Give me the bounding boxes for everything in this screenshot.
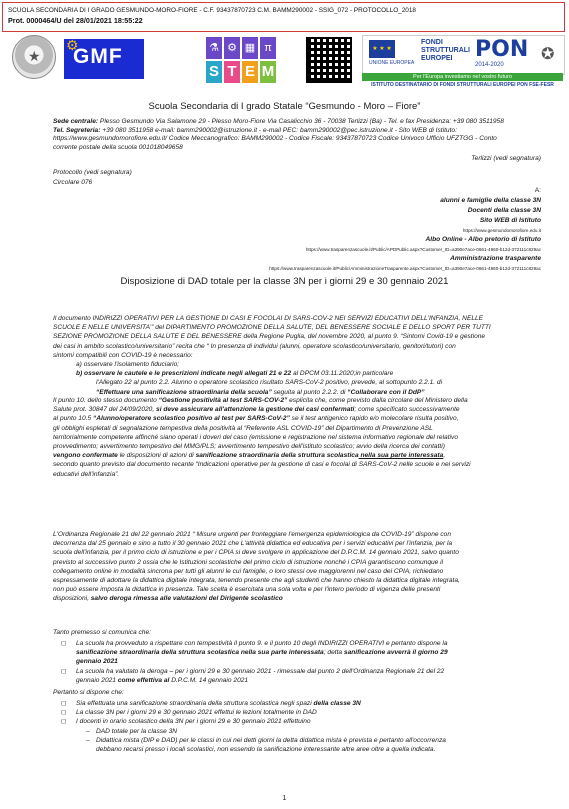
logo-strip <box>6 35 566 88</box>
pon-years: 2014-2020 <box>475 62 504 68</box>
bold-text: gennaio 2021 <box>76 658 118 666</box>
text-line: gli obblighi espletati di segnalazione tempestiva della positività al “Referente ASL COVID-19” del Dipartimento di Prevenzione ASL <box>53 424 433 432</box>
stamp-line-1: SCUOLA SECONDARIA DI I GRADO GESMUNDO-MORO-FIORE - C.F. 93437870723 C.M. BAMM290002 - SSIG_072 - PROTOCOLLO_2018 <box>8 7 416 14</box>
bold-text: “Collaborare con il DdP” <box>347 388 425 396</box>
pi-icon: π <box>260 37 276 59</box>
stamp-line-2: Prot. 0000464/U del 28/01/2021 18:55:22 <box>8 15 143 25</box>
stem-letter-t: T <box>224 61 240 83</box>
checkbox-square-icon: ◻ <box>61 640 67 647</box>
sede-text: Plesso Gesmundo Via Salamone 29 - Plesso Moro-Fiore Via Casalicchio 36 - 70038 Terlizzi (Ba) - Tel. e fax Presidenza: +39 080 3511958 <box>99 118 504 125</box>
text: seguita al punto 2.2.2. di <box>271 388 348 396</box>
protocol-stamp <box>2 2 565 32</box>
list-item <box>53 708 549 717</box>
list-item-a: a) osservare l'isolamento fiduciario; <box>76 361 180 369</box>
stem-logo <box>206 37 276 83</box>
text: DAD totale per la classe 3N <box>96 727 177 735</box>
text-line <box>53 405 549 414</box>
place-signature: Terlizzi (vedi segnatura) <box>471 155 541 162</box>
text: La classe 3N per i giorni 29 e 30 gennaio 2021 effettui le lezioni totalmente in DAD <box>76 709 317 717</box>
text-line <box>76 648 549 657</box>
cog-icon: ⚙ <box>224 37 240 59</box>
recipient-students: alunni e famiglie della classe 3N <box>440 197 541 204</box>
text: Il punto 10. dello stesso documento <box>53 397 159 404</box>
paragraph-punto-10 <box>53 396 549 479</box>
qr-code-icon <box>306 37 352 83</box>
recipients-block <box>269 186 541 273</box>
stem-letter-m: M <box>260 61 276 83</box>
fondi-label: FONDI STRUTTURALI EUROPEI <box>421 39 470 62</box>
school-name: Scuola Secondaria di I grado Statale “Gesmundo - Moro – Fiore” <box>148 101 421 112</box>
italian-republic-emblem-icon: ★ <box>12 35 56 79</box>
page-number: 1 <box>282 795 287 802</box>
bold-text: “Alunno/operatore scolastico positivo al test per SARS-CoV-2” <box>92 415 290 423</box>
eu-flag-icon: ★ ★ ★ <box>369 40 395 58</box>
text-line: educativi dell'infanzia”. <box>53 470 120 478</box>
underlined-text: nella sua parte interessata <box>358 452 444 460</box>
text-line: territorialmente competente affinché siano operati i doveri del caso (emissione e registrazione nel sistema informativo regionale del relativo <box>53 433 458 441</box>
text: le disposizioni di azioni di <box>117 452 196 460</box>
bold-text: della classe 3N <box>313 700 361 707</box>
pon-slogan: Per l'Europa investiamo nel vostro futuro <box>362 73 563 81</box>
text-line: decorrenza dal 25 gennaio e sino a tutto il 30 gennaio 2021 che L'attività didattica ed educativa per i servizi educativi per l'infanzia, per la <box>53 540 453 548</box>
bold-text: salvo deroga rimessa alle valutazioni del Dirigente scolastico <box>90 595 283 603</box>
bold-text: “Gestione positività al test SARS-COV-2” <box>158 397 288 404</box>
text: al punto 10.5 <box>53 415 93 423</box>
paragraph-indirizzi <box>53 314 549 397</box>
text: al DPCM 03.11.2020;in particolare <box>291 370 394 378</box>
trasparenza-link[interactable]: https://www.trasparenzascuole.it/Public/AmministrazioneTrasparente.aspx?Customer_ID=a390e7ace-0661-4960-b12d-372111c829ac <box>269 266 541 271</box>
school-contact-info <box>53 118 548 152</box>
text-line: debbano recarsi presso i locali scolastici, non essendo la sanificazione interessante altre aree oltre a quella indicata. <box>96 746 436 754</box>
dispone-list <box>53 699 549 754</box>
gmf-logo-text: GMF <box>73 45 123 68</box>
text-line: SCUOLE E NELLE UNIVERSITA’” del DIPARTIMENTO PROMOZIONE DELLA SALUTE, DEL BENESSERE SOCIALE E DELLO SPORT PER TUTTI <box>53 324 491 332</box>
sede-label: Sede centrale: <box>53 118 99 125</box>
stem-letter-e: E <box>242 61 258 83</box>
cc-line: corrente postale della scuola 001018049658 <box>53 143 183 151</box>
text-line: secondo quanto previsto dal documento recante “Indicazioni operative per la gestione di casi e focolai di SARS-CoV-2 nelle scuole e nei servizi <box>53 461 471 469</box>
text-line <box>76 676 549 685</box>
document-subject: Disposizione di DAD totale per la classe 3N per i giorni 29 e 30 gennaio 2021 <box>120 276 449 287</box>
text-line: dei casi in ambito scolastico/universitario” recita che “ In presenza di individui (alunni, operatore scolastico/universitario, genitori/tutori) con <box>53 342 456 350</box>
text-line: scuola dell'infanzia, per il primo ciclo di istruzione e per i CPIA si deve svolgere in applicazione del D.P.C.M. 14 gennaio 2021, salvo quanto <box>53 549 459 557</box>
premesso-label: Tanto premesso si comunica che: <box>53 629 151 636</box>
text-line: previsto al successivo punto 2 ossia che le Istituzioni scolastiche del primo ciclo di istruzione nonché i CPIA garantiscono comunque il <box>53 558 444 566</box>
text: , <box>443 452 446 460</box>
text-line: l'Allegato 22 al punto 2.2. Alunno o operatore scolastico risultato SARS-CoV-2 positivo, prevede, al sottopunto 2.2.1. di <box>96 379 443 387</box>
bold-text: sanificazione straordinaria della struttura scolastica nella sua parte interessata <box>76 649 324 657</box>
text-line: La scuola ha valutato la deroga – per i giorni 29 e 30 gennaio 2021 - rimessale dal punto 2 dell'Ordinanza Regionale 21 del 22 <box>76 667 445 675</box>
text-line: espressamente di adottare la didattica digitale integrata, tenendo presente che agli studenti che hanno chiesto la didattica digitale integrata, <box>53 577 460 585</box>
text-line <box>53 451 549 460</box>
recipient-website: Sito WEB di Istituto <box>479 217 541 224</box>
checkbox-square-icon: ◻ <box>61 700 67 707</box>
text: ; come specificato successivamente <box>354 406 460 414</box>
gmf-logo <box>64 39 144 79</box>
bold-text: vengono confermate <box>53 452 118 460</box>
flask-icon: ⚗ <box>206 37 222 59</box>
grid-icon: ▦ <box>242 37 258 59</box>
sub-list-item <box>53 736 549 754</box>
recipient-albo: Albo Online - Albo pretorio di Istituto <box>425 236 541 243</box>
text: ; detta <box>323 649 344 657</box>
list-item <box>53 699 549 708</box>
pertanto-label: Pertanto si dispone che: <box>53 689 124 696</box>
text: Sia effettuata una sanificazione straordinaria della struttura scolastica negli spazi <box>76 700 314 707</box>
text: se il test antigenico rapido e/o molecolare risulta positivo, <box>289 415 459 423</box>
checkbox-square-icon: ◻ <box>61 718 67 726</box>
tel-label: Tel. Segreteria: <box>53 126 101 134</box>
ministry-emblem-icon: ✪ <box>541 46 555 63</box>
eu-label: UNIONE EUROPEA <box>369 60 415 66</box>
tel-text: +39 080 3511958 e-mail: bamm290002@istruzione.it - e-mail PEC: bamm290002@pec.istruzione.it - Sito WEB di Istituto: <box>102 126 457 134</box>
text: D.P.C.M. 14 gennaio 2021 <box>169 676 249 684</box>
albo-link[interactable]: https://www.trasparenzascuole.it/Public/APDPublic.aspx?Customer_ID=a390e7ace-0661-4960-b12d-372111c829ac <box>305 247 541 252</box>
text-line <box>53 594 549 603</box>
pon-label: PON <box>475 37 529 62</box>
list-item <box>53 639 549 667</box>
checkbox-square-icon: ◻ <box>61 709 67 717</box>
protocol-ref: Protocollo (vedi segnatura) <box>53 169 132 176</box>
circular-number: Circolare 076 <box>53 179 93 186</box>
text: esplicita che, come previsto dalla circolare del Ministero della <box>287 397 468 404</box>
text-line: non può essere imposta la didattica in presenza. Tale scelta è esercitata una sola volta e per l'intero periodo di vigenza delle presenti <box>53 586 441 594</box>
recipients-label: A: <box>534 187 541 194</box>
bold-text: sanificazione avverrà il giorno 29 <box>343 649 448 657</box>
recipient-teachers: Docenti della classe 3N <box>467 207 541 214</box>
fse-label: ISTITUTO DESTINATARIO DI FONDI STRUTTURALI EUROPEI PON FSE-FESR <box>371 82 554 88</box>
bold-text: come effettiva al <box>117 676 170 684</box>
paragraph-ordinanza <box>53 530 549 604</box>
text-line <box>76 657 549 666</box>
text-line: Il documento INDIRIZZI OPERATIVI PER LA GESTIONE DI CASI E FOCOLAI DI SARS-COV-2 NEI SERVIZI EDUCATIVI DELL'INFANZIA, NELLE <box>53 315 484 322</box>
bold-text: si deve assicurare all'attenzione la gestione dei casi confermati <box>156 406 355 414</box>
dash-bullet-icon: – <box>86 727 90 735</box>
list-item <box>53 667 549 685</box>
recipient-trasparenza: Amministrazione trasparente <box>450 255 541 262</box>
text-line: collegamento online in modalità sincrona per tutti gli alunni le cui famiglie, o loro stessi ove maggiorenni nel caso dei CPIA, richiedano <box>53 567 444 575</box>
bold-text: sanificazione straordinaria della struttura scolastica <box>195 452 359 460</box>
text-line: provvedimento; avvertimento tempestivo del MMG/PLS; avvertimento tempestivo dell'istituto scolastico; avvio della ricerca dei contatti) <box>53 443 445 451</box>
checkbox-square-icon: ◻ <box>61 667 67 675</box>
text-line: sintomi compatibili con COVID-19 è necessario: <box>53 351 193 359</box>
text: I docenti in orario scolastico della 3N per i giorni 29 e 30 gennaio 2021 effettuino <box>76 718 311 726</box>
bold-text: “Effettuare una sanificazione straordinaria della scuola” <box>96 388 272 396</box>
text-line: Didattica mista (DIP e DAD) per le classi in cui nei detti giorni la detta didattica mista è prevista e pertanto all'occorrenza <box>96 736 446 744</box>
comunica-list <box>53 639 549 685</box>
dash-bullet-icon: – <box>86 736 90 744</box>
text-line <box>53 396 549 405</box>
pon-logo <box>362 35 565 75</box>
bold-text: b) osservare le cautele e le prescrizioni indicate negli allegati 21 e 22 <box>76 370 292 378</box>
stem-letter-s: S <box>206 61 222 83</box>
text: gennaio 2021 <box>76 676 118 684</box>
text-line: SEZIONE PROMOZIONE DELLA SALUTE E DEL BENESSERE della Regione Puglia, del novembre 2020, al punto 9. “Sintomi Covid-19 e gestione <box>53 333 486 341</box>
text-line <box>53 414 549 423</box>
web-line: https://www.gesmundomorofiore.edu.it/ Codice Meccanografico: BAMM290002 - Codice Fiscale: 93437870723 Codice Univoco Ufficio UFZTGG - Conto <box>53 135 497 143</box>
list-item-b <box>53 369 549 378</box>
sub-list-item <box>53 727 549 736</box>
text: disposizioni, <box>53 595 91 603</box>
text-line: La scuola ha provveduto a rispettare con tempestività il punto 9. e il punto 10 degli INDIRIZZI OPERATIVI e pertanto dispone la <box>76 640 448 647</box>
list-item <box>53 717 549 726</box>
website-link[interactable]: https://www.gesmundomorofiore.edu.it <box>462 228 541 233</box>
gear-icon: ⚙ <box>66 37 79 53</box>
text: Salute prot. 30847 del 24/09/2020, <box>53 406 157 414</box>
text-line: L'Ordinanza Regionale 21 del 22 gennaio 2021 “ Misure urgenti per fronteggiare l'emergenza epidemiologica da COVID-19” dispone con <box>53 531 452 538</box>
